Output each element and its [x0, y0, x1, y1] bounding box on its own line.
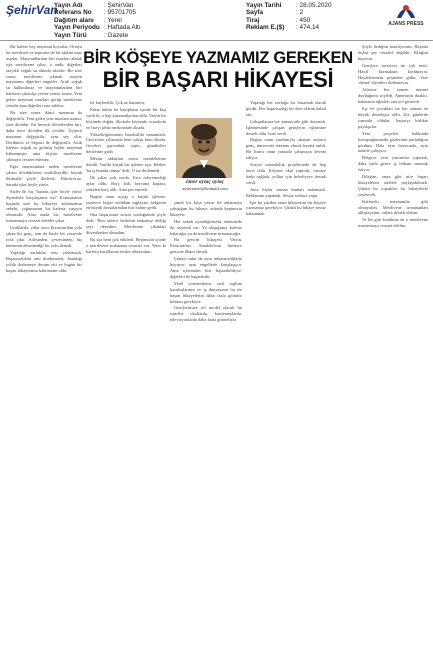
author-portrait-icon	[176, 118, 232, 178]
article-column-6	[358, 44, 428, 646]
article-paragraph: Gençlerimize rol model olacak bu isimleri okullarda, konferanslarda, televizyonlarda daha fazla görmeliyiz.	[170, 305, 242, 323]
author-email: aytacomer@hotmail.com	[182, 185, 228, 191]
article-column-2	[86, 100, 166, 646]
article-paragraph: Şöyle dediğini hatırlıyorum: Hayatta hiçbir şey tesadüf değildir. Ektiğini biçersin.	[358, 44, 428, 61]
article-paragraph: Sosyal sorumluluk projelerinde de hep öncü oldu. Köyüne okul yaptırdı, camiye katkı sağladı, yolları için belediyeye destek verdi.	[246, 162, 326, 185]
article-paragraph: Ve bir gün kendimiz de o merdivene tırmanmaya cesaret edelim.	[358, 217, 428, 229]
info-row: Tiraj : 450	[246, 16, 311, 24]
info-row: Dağıtım alanı : Yerel	[54, 16, 122, 24]
headline-line-2: BİR BAŞARI HİKAYESİ	[102, 66, 334, 92]
article-paragraph: Gençlere tavsiyesi ise çok netti: Hayal kurmaktan korkmayın. Hayallerinizin peşinden gidin. Size 'olmaz' diyenleri dinlemeyin.	[358, 62, 428, 86]
article-paragraph: Bir kafese beş maymun koyarlar. Ortaya bir merdiven ve tepesine de bir salkım muz asarlar. Maymunlardan biri muzları almak için merdivene çıkar, o anda, diğerleri tazyikli soğuk su altında ıslatılır. Bir süre sonra, merdivene çıkmak isteyen maymunu diğerleri engeller. Artık soğuk su kullanılmaz ve maymunlardan biri kafesten çıkarılıp yerine yenisi konur. Yeni gelen maymun muzları görüp merdivene yönelir ama diğerleri ona saldırır.	[6, 44, 82, 109]
article-column-3	[170, 200, 242, 646]
article-paragraph: Her sabah uyandığımızda önümüzde iki seçenek var: Ya alıştığımız kafeste kalacağız ya da merdivene tırmanacağız.	[170, 218, 242, 236]
article-paragraph: Bugün onun yardımıyla okuyan onlarca genç, üniversite mezunu olarak hayata atıldı. Bir kısmı onun yanında çalışmaya devam ediyor.	[246, 137, 326, 161]
article-paragraph: şimdi bir köşe yazısı ile anlatmaya çalıştığım bu hikaye, aslında hepimizin hikayesi.	[170, 200, 242, 217]
article-paragraph: Bu söz beni çok etkiledi. Hepimizin içinde o merdivene tırmanma cesareti var. Yeter ki kafesin kurallarına teslim olmayalım.	[86, 236, 166, 254]
article-paragraph: Bugün onun açtığı o küçük işletme, yüzlerce kişiye istihdam sağlayan, bölgenin en büyük firmalarından biri haline geldi.	[86, 193, 166, 211]
article-paragraph: Çalışanlarına her zaman aile gibi davrandı. İşletmesinde çalışan gençlerin eğitimine destek oldu, burs verdi.	[246, 118, 326, 136]
article-paragraph: Ona başarısının sırrını sorduğumda şöyle dedi: 'Ben sadece herkesin imkansız dediği şeyi denedim. Merdivene çıkanları dövenlerden olmadım.'	[86, 212, 166, 236]
article-paragraph: İşte bu yüzden onun hikayesini bir köşeye yazmamız gerekiyor. Çünkü bu hikaye sessiz kalmamalı.	[246, 199, 326, 217]
newspaper-logo: ŞehirVan	[6, 3, 58, 17]
publication-info	[54, 2, 141, 39]
article-paragraph: Ailesine her zaman minnet duyduğunu söyledi. Annesinin duaları, babasının öğütleri ona yol gösterdi.	[358, 87, 428, 105]
article-paragraph: Uzaklarda, yıllar önce Erzurum'dan yola çıkan bir genç, tam da böyle bir cesaretle yola çıktı. Ailesinden, çevresinden, hiç kimsenin denemediği bir yolu denedi.	[6, 225, 82, 248]
article-paragraph: Dileğim, onun gibi nice başarı hikayelerini sizlerle paylaşabilmek. Çünkü bu topraklar bu hikayelerle yeşerecek.	[358, 174, 428, 197]
info-row: Reklam E.($) : 474,14	[246, 24, 320, 32]
info-row: Yayın Türü : Gazete	[54, 31, 129, 39]
header-divider	[0, 40, 433, 41]
article-paragraph: Eğer maymunlara neden merdivene çıkanı dövdüklerini sorabilseydik, büyük ihtimalle şöyle derlerdi: Bilmiyoruz, burada işler böyle yürür.	[6, 164, 82, 187]
article-column-4	[246, 100, 326, 646]
info-row: Yayın Periyodu : Haftada Altı	[54, 24, 141, 32]
article-paragraph: Ama hiçbir zaman bunları anlatmadı. Reklamını yapmadı. Sessiz sedasız yaptı.	[246, 186, 326, 198]
article-paragraph: Fakat bütün bu kayıpların içinde bir kişi vardı ki, o hep kazananlardan oldu. Van'ın bir köyünde doğdu, ilkokulu köyünde, ortaokulu ve liseyi şehir merkezinde okudu.	[86, 106, 166, 130]
article-paragraph: Bölgeye yeni yatırımlar yapmak, daha fazla gence iş imkanı sunmak istiyor.	[358, 155, 428, 173]
article-column-1	[6, 44, 82, 646]
article-paragraph: ler kaybedilir. Çok az kazanılır.	[90, 100, 146, 105]
article-paragraph: Çünkü onlar da aynı imkansızlıklarla büyüyor, aynı engellerle karşılaşıyor. Ama içlerinden biri başarabildiyse, diğerleri de başarabilir.	[170, 256, 242, 279]
article-paragraph: Sizler de hiç 'burada işler böyle yürür' diyenlerle karşılaştınız mı? Konuşmanın başında size bu hikayeyi anlatmamın sebebi, çoğumuzun bu kafeste yaşıyor olmasıdır. Ama arada bir, merdivene tırmanmaya cesaret edenler çıkar.	[6, 188, 82, 224]
print-info	[246, 2, 332, 32]
headline-line-1: BİR KÖŞEYE YAZMAMIZ GEREKEN	[83, 49, 353, 67]
article-paragraph: Bu gencin hikayesi Van'ın, Erzurum'un, Anadolu'nun binlerce gencine ilham olmalı.	[170, 237, 242, 255]
article-headline	[82, 50, 354, 91]
info-row: Yayın Tarihi : 28.05.2020	[246, 2, 332, 9]
article-paragraph: Yaşadığı zorluklar onu yıldırmadı. Başarısızlıklar onu durdurmadı. İnandığı yolda ilerlemeye devam etti ve bugün bir başarı hikayesinin kahramanı oldu.	[6, 249, 82, 273]
article-paragraph: Mezun olduktan sonra memleketine döndü. Van'da küçük bir işletme açtı. Herkes 'bu iş burada olmaz' dedi. O ise dinlemedi.	[86, 156, 166, 173]
article-paragraph: Kafesteki maymunlar gibi olmayalım. Merdivene tırmananları alkışlayalım, onlara destek olalım.	[358, 198, 428, 216]
agency-logo	[384, 2, 428, 27]
info-row: Referans No : 95701705	[54, 9, 136, 17]
agency-logo-icon	[395, 2, 417, 20]
info-row: Yayın Adı : ŞehirVan	[54, 2, 134, 9]
photo-caption	[174, 180, 236, 191]
author-name: ömer aytaç aytaç	[185, 179, 225, 185]
info-row: Sayfa : 2	[246, 9, 304, 17]
article-paragraph: Yükseköğrenimini İstanbul'da tamamladı. Üniversite yıllarında hem çalıştı hem okudu. Geceleri garsonluk yaptı, gündüzleri derslerine girdi.	[86, 131, 166, 155]
article-paragraph: Eşi ve çocukları ise her zaman en büyük destekçisi oldu. Zor günlerde yanında oldular, başarıyı birlikte paylaştılar.	[358, 106, 428, 129]
article-paragraph: Yerel yönetimlerin, sivil toplum kuruluşlarının ve iş dünyasının bu tür başarı hikayelerini daha fazla görünür kılması gerekiyor.	[170, 280, 242, 304]
article-paragraph: Yeni projeleri hakkında konuştuğumuzda gözlerinin parladığını gördüm. Hala aynı heyecanla, aynı azimle çalışıyor.	[358, 130, 428, 154]
article-paragraph: İlk yıllar çok zordu. Kira ödeyemediği aylar oldu. Borç aldı, borcunu kapattı, yeniden borç aldı. Ama pes etmedi.	[86, 174, 166, 192]
article-paragraph: Bir süre sonra ikinci maymun da değiştirilir. Yeni gelen yine muzlara uzanır, yine dövülür. En hevesli dövenlerden biri, daha önce dövülen ilk yenidir. Üçüncü maymun değiştirilir, aynı şey olur. Dördüncü ve beşinci de değiştirilir. Artık kafeste soğuk su görmüş hiçbir maymun kalmamıştır ama hiçbiri merdivene çıkmaya cesaret edemez.	[6, 109, 82, 163]
article-paragraph: Yaşadığı her zorluğu bir basamak olarak gördü. Her başarısızlığı bir ders olarak kabul etti.	[246, 100, 326, 117]
clipping-header	[0, 0, 433, 40]
author-photo	[176, 118, 232, 178]
agency-name: AJANS PRESS	[388, 21, 424, 27]
